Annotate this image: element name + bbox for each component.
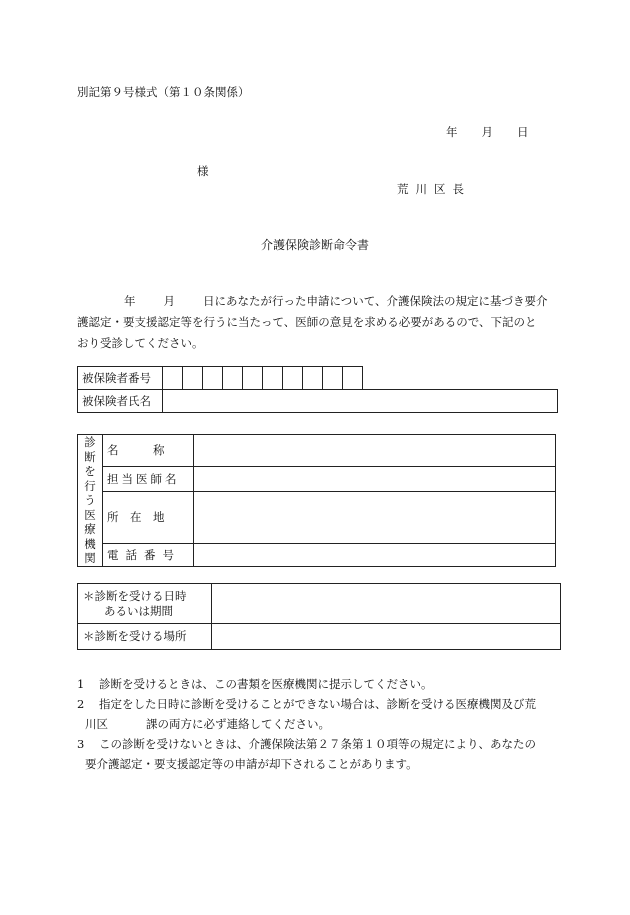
insured-number-row bbox=[78, 367, 558, 390]
insured-number-digit[interactable] bbox=[183, 367, 203, 390]
body-text bbox=[77, 291, 557, 354]
note-item: 3 この診断を受けないときは、介護保険法第２７条第１０項等の規定により、あなたの bbox=[77, 737, 536, 751]
appointment-place-label: ＊診断を受ける場所 bbox=[78, 624, 212, 650]
insured-number-digit[interactable] bbox=[323, 367, 343, 390]
note-continuation: 川区 課の両方に必ず連絡してください。 bbox=[85, 717, 330, 731]
doctor-label: 担当医師名 bbox=[103, 466, 194, 491]
insured-number-digit[interactable] bbox=[283, 367, 303, 390]
appointment-place-field[interactable] bbox=[212, 624, 561, 650]
address-field[interactable] bbox=[194, 491, 556, 543]
insured-number-digit[interactable] bbox=[263, 367, 283, 390]
insured-name-label: 被保険者氏名 bbox=[78, 390, 163, 413]
form-label: 別記第９号様式（第１０条関係） bbox=[77, 85, 250, 99]
address-row bbox=[78, 491, 556, 543]
insured-number-digit[interactable] bbox=[163, 367, 183, 390]
month-label: 月 bbox=[481, 125, 493, 139]
insured-number-digit[interactable] bbox=[303, 367, 323, 390]
addressee-suffix: 様 bbox=[197, 164, 209, 178]
insured-number-digit[interactable] bbox=[343, 367, 363, 390]
insured-person-table bbox=[77, 366, 558, 413]
medical-institution-table bbox=[77, 434, 556, 567]
appointment-datetime-row bbox=[78, 584, 561, 624]
insured-name-field[interactable] bbox=[163, 390, 558, 413]
table-spacer bbox=[363, 367, 558, 390]
insured-number-digit[interactable] bbox=[203, 367, 223, 390]
issuer-name: 荒川区長 bbox=[397, 182, 471, 196]
body-line-2: 護認定・要支援認定等を行うに当たって、医師の意見を求める必要があるので、下記のと bbox=[77, 315, 537, 329]
institution-side-label: 診 断 を 行 う 医 療 機 関 bbox=[78, 435, 103, 567]
body-line-3: おり受診してください。 bbox=[77, 336, 204, 350]
phone-field[interactable] bbox=[194, 543, 556, 566]
insured-number-digit[interactable] bbox=[223, 367, 243, 390]
day-label: 日 bbox=[517, 125, 529, 139]
appointment-datetime-label: ＊診断を受ける日時 あるいは期間 bbox=[78, 584, 212, 624]
body-month: 月 bbox=[163, 294, 175, 308]
appointment-table bbox=[77, 583, 561, 650]
phone-row bbox=[78, 543, 556, 566]
notes-list bbox=[77, 674, 536, 774]
doctor-field[interactable] bbox=[194, 466, 556, 491]
body-year: 年 bbox=[124, 294, 136, 308]
phone-label: 電話番号 bbox=[103, 543, 194, 566]
institution-name-label: 名 称 bbox=[103, 435, 194, 467]
insured-number-label: 被保険者番号 bbox=[78, 367, 163, 390]
appointment-datetime-field[interactable] bbox=[212, 584, 561, 624]
address-label: 所 在 地 bbox=[103, 491, 194, 543]
insured-number-digit[interactable] bbox=[243, 367, 263, 390]
institution-name-field[interactable] bbox=[194, 435, 556, 467]
note-item: 2 指定をした日時に診断を受けることができない場合は、診断を受ける医療機関及び荒 bbox=[77, 697, 536, 711]
year-label: 年 bbox=[446, 125, 458, 139]
insured-name-row bbox=[78, 390, 558, 413]
note-item: 1 診断を受けるときは、この書類を医療機関に提示してください。 bbox=[77, 677, 433, 691]
issue-date bbox=[446, 124, 529, 140]
note-continuation: 要介護認定・要支援認定等の申請が却下されることがあります。 bbox=[85, 757, 418, 771]
document-title: 介護保険診断命令書 bbox=[260, 238, 369, 252]
body-line-1: 日にあなたが行った申請について、介護保険法の規定に基づき要介 bbox=[203, 294, 548, 308]
appointment-place-row bbox=[78, 624, 561, 650]
doctor-row bbox=[78, 466, 556, 491]
institution-name-row bbox=[78, 435, 556, 467]
